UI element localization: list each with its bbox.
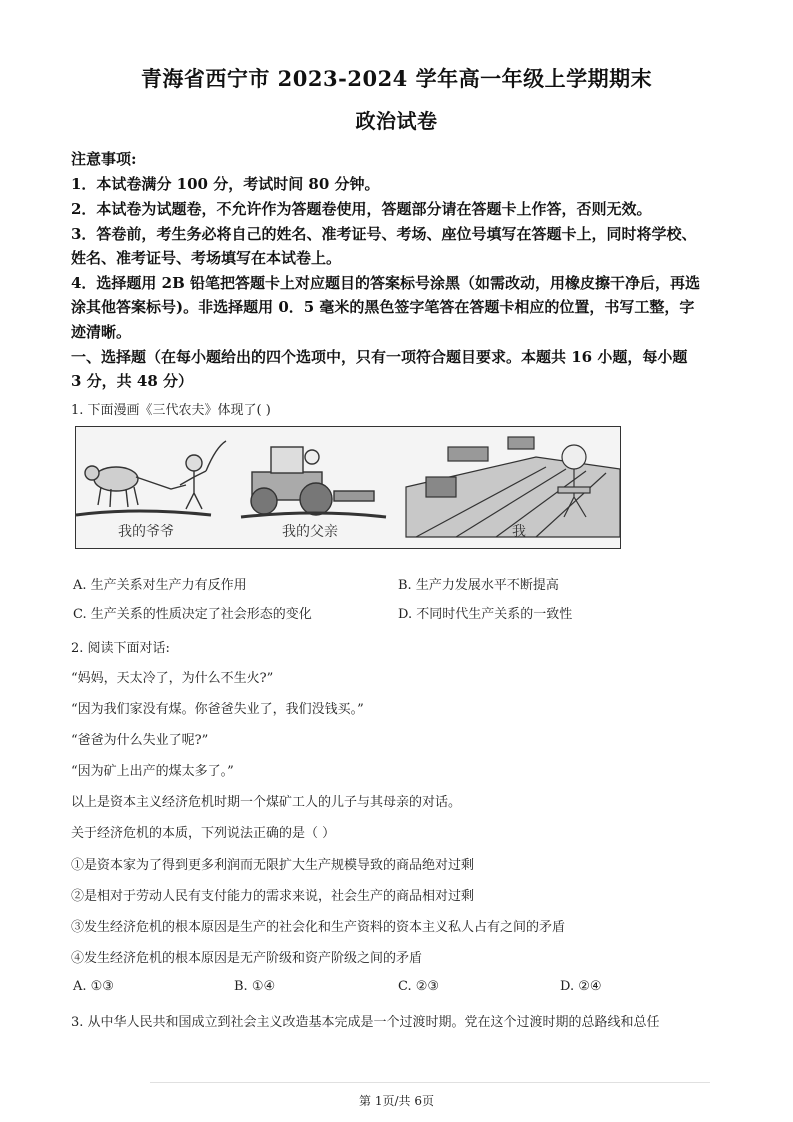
ox-plough-drawing	[76, 441, 226, 515]
q2-statement-2: ②是相对于劳动人民有支付能力的需求来说，社会生产的商品相对过剩	[71, 889, 475, 904]
q2-dialog-1: “妈妈，天太冷了，为什么不生火?”	[71, 671, 274, 686]
q2-ask: 关于经济危机的本质，下列说法正确的是（ ）	[71, 826, 336, 841]
comic-caption-me: 我	[512, 524, 526, 540]
tractor-drawing	[241, 447, 386, 517]
comic-caption-father: 我的父亲	[282, 524, 338, 540]
comic-caption-grandfather: 我的爷爷	[118, 524, 174, 540]
q2-option-b: B. ①④	[234, 979, 276, 994]
q2-option-d: D. ②④	[560, 979, 602, 994]
section-heading-line-2: 3 分，共 48 分）	[71, 372, 193, 390]
notice-line-3: 3．答卷前，考生务必将自己的姓名、准考证号、考场、座位号填写在答题卡上，同时将学校、	[71, 225, 697, 243]
q2-statement-4: ④发生经济危机的根本原因是无产阶级和资产阶级之间的矛盾	[71, 951, 423, 966]
notice-line-6: 涂其他答案标号)。非选择题用 0．5 毫米的黑色签字笔答在答题卡相应的位置，书写工整，字	[71, 298, 695, 316]
notice-heading: 注意事项:	[71, 150, 137, 168]
q2-statement-1: ①是资本家为了得到更多利润而无限扩大生产规模导致的商品绝对过剩	[71, 858, 475, 873]
q1-option-b: B. 生产力发展水平不断提高	[398, 578, 559, 593]
q1-option-a: A. 生产关系对生产力有反作用	[73, 578, 247, 593]
q3-stem: 3. 从中华人民共和国成立到社会主义改造基本完成是一个过渡时期。党在这个过渡时期的总路线和总任	[71, 1015, 660, 1030]
q1-stem: 1. 下面漫画《三代农夫》体现了( )	[71, 403, 271, 418]
notice-line-1: 1．本试卷满分 100 分，考试时间 80 分钟。	[71, 175, 380, 193]
notice-line-4: 姓名、准考证号、考场填写在本试卷上。	[71, 249, 342, 267]
q1-option-d: D. 不同时代生产关系的一致性	[398, 607, 573, 622]
notice-line-2: 2．本试卷为试题卷，不允许作为答题卷使用，答题部分请在答题卡上作答，否则无效。	[71, 200, 652, 218]
q2-context: 以上是资本主义经济危机时期一个煤矿工人的儿子与其母亲的对话。	[71, 795, 462, 810]
q2-dialog-4: “因为矿上出产的煤太多了。”	[71, 764, 234, 779]
notice-line-5: 4．选择题用 2B 铅笔把答题卡上对应题目的答案标号涂黑（如需改动，用橡皮擦干净后，再选	[71, 274, 701, 292]
q2-statement-3: ③发生经济危机的根本原因是生产的社会化和生产资料的资本主义私人占有之间的矛盾	[71, 920, 566, 935]
exam-title: 青海省西宁市 2023-2024 学年高一年级上学期期末	[140, 66, 653, 91]
q2-option-a: A. ①③	[73, 979, 114, 994]
q2-dialog-2: “因为我们家没有煤。你爸爸失业了，我们没钱买。”	[71, 702, 364, 717]
q2-dialog-3: “爸爸为什么失业了呢?”	[71, 733, 209, 748]
comic-three-farmers	[75, 426, 621, 549]
footer-divider	[150, 1082, 710, 1083]
q2-option-c: C. ②③	[398, 979, 440, 994]
section-heading-line-1: 一、选择题（在每小题给出的四个选项中，只有一项符合题目要求。本题共 16 小题，每小题	[71, 348, 688, 366]
exam-subtitle: 政治试卷	[355, 109, 438, 133]
page-number: 第 1页/共 6页	[359, 1094, 434, 1108]
notice-line-7: 迹清晰。	[71, 323, 132, 341]
q1-option-c: C. 生产关系的性质决定了社会形态的变化	[73, 607, 312, 622]
q2-stem: 2. 阅读下面对话:	[71, 641, 170, 656]
